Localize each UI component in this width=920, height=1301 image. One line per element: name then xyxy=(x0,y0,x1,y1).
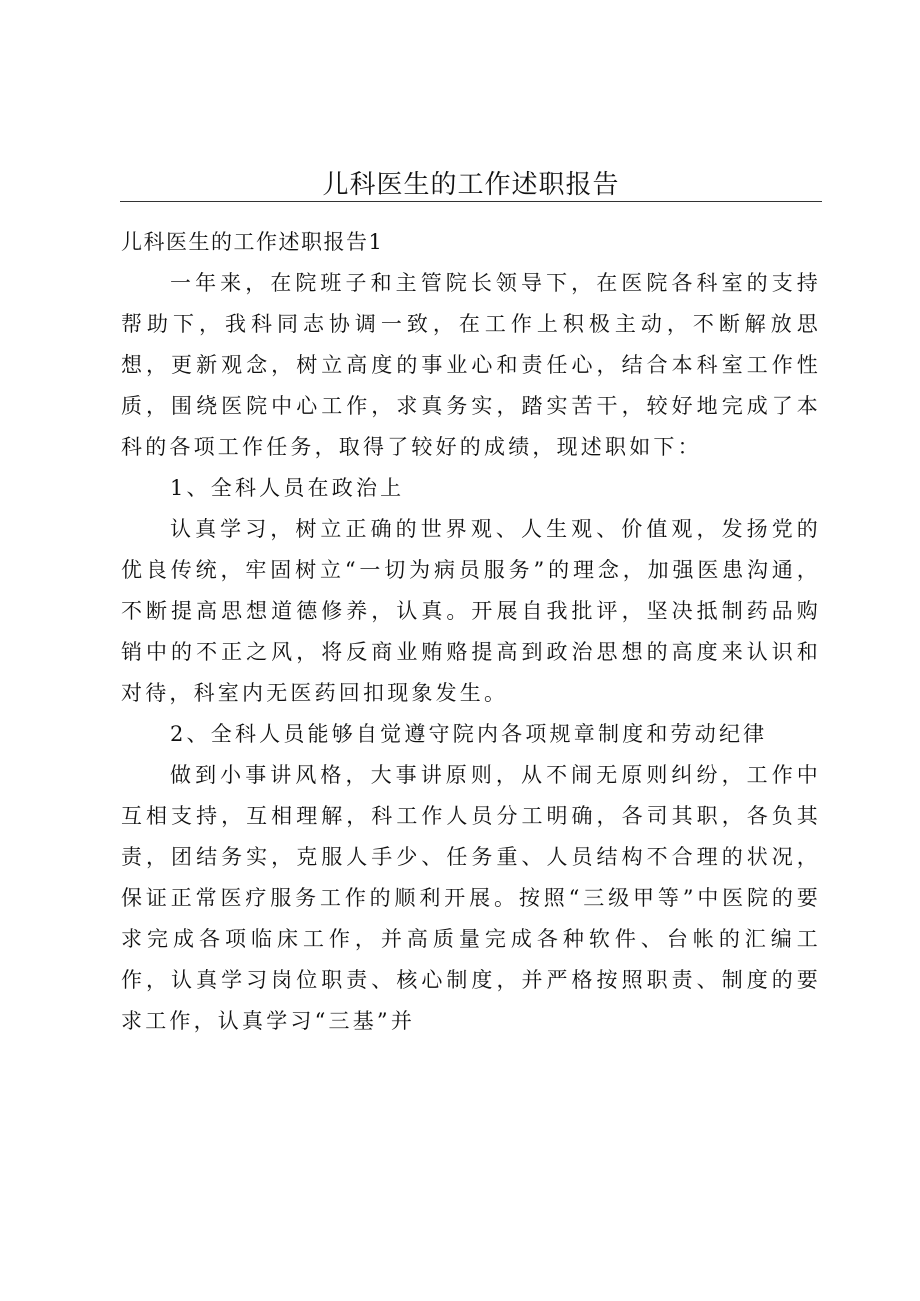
document-title: 儿科医生的工作述职报告 xyxy=(322,170,620,200)
report-subtitle: 儿科医生的工作述职报告1 xyxy=(121,230,384,254)
section-heading-1: 1、全科人员在政治上 xyxy=(170,476,405,500)
document-body xyxy=(121,222,821,1042)
section-heading-2: 2、全科人员能够自觉遵守院内各项规章制度和劳动纪律 xyxy=(170,722,768,746)
intro-paragraph: 一年来，在院班子和主管院长领导下，在医院各科室的支持帮助下，我科同志协调一致，在工作上积极主动，不断解放思想，更新观念，树立高度的事业心和责任心，结合本科室工作性质，围绕医院中心工作，求真务实，踏实苦干，较好地完成了本科的各项工作任务，取得了较好的成绩，现述职如下： xyxy=(121,271,821,459)
section-1-paragraph: 认真学习，树立正确的世界观、人生观、价值观，发扬党的优良传统，牢固树立“一切为病员服务”的理念，加强医患沟通，不断提高思想道德修养，认真。开展自我批评，坚决抵制药品购销中的不正之风，将反商业贿赂提高到政治思想的高度来认识和对待，科室内无医药回扣现象发生。 xyxy=(121,517,821,705)
section-2-paragraph: 做到小事讲风格，大事讲原则，从不闹无原则纠纷，工作中互相支持，互相理解，科工作人员分工明确，各司其职，各负其责，团结务实，克服人手少、任务重、人员结构不合理的状况，保证正常医疗服务工作的顺利开展。按照“三级甲等”中医院的要求完成各项临床工作，并高质量完成各种软件、台帐的汇编工作，认真学习岗位职责、核心制度，并严格按照职责、制度的要求工作，认真学习“三基”并 xyxy=(121,763,821,1033)
title-underline xyxy=(120,201,822,202)
